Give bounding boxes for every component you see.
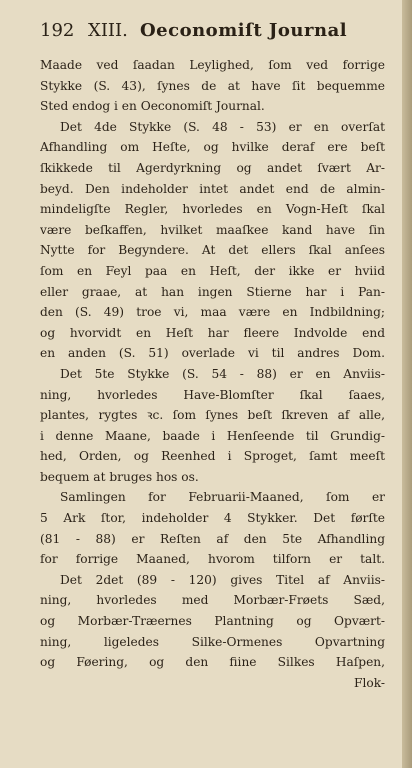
text-line: hed, Orden, og Reenhed i Sproget, ſamt meeſt bbox=[40, 449, 385, 464]
text-line: mindeligſte Regler, hvorledes en Vogn-Heſt ſkal bbox=[40, 202, 385, 217]
section-number: XIII. bbox=[88, 20, 128, 41]
text-line: plantes, rygtes ꝛc. ſom ſynes beſt ſkreven af alle, bbox=[40, 408, 385, 423]
text-line: Det 2det (89 - 120) gives Titel af Anviis- bbox=[60, 572, 385, 587]
running-header bbox=[40, 20, 380, 44]
page-gutter bbox=[402, 0, 412, 768]
text-line: ning, hvorledes Have-Blomſter ſkal ſaaes, bbox=[40, 387, 385, 402]
text-line: bequem at bruges hos os. bbox=[40, 469, 199, 484]
page-number: 192 bbox=[40, 20, 75, 41]
text-line: eller graae, at han ingen Stierne har i Pan- bbox=[40, 284, 385, 299]
text-line: ning, ligeledes Silke-Ormenes Opvartning bbox=[40, 634, 385, 649]
text-line: Sted endog i en Oeconomiſt Journal. bbox=[40, 99, 265, 114]
text-line: den (S. 49) troe vi, maa være en Indbildning; bbox=[40, 305, 385, 320]
text-line: beyd. Den indeholder intet andet end de almin- bbox=[40, 181, 385, 196]
text-line: Samlingen for Februarii-Maaned, ſom er bbox=[60, 490, 385, 505]
text-line: Maade ved ſaadan Leylighed, ſom ved forrige bbox=[40, 58, 385, 72]
text-line: ning, hvorledes med Morbær-Frøets Sæd, bbox=[40, 593, 385, 608]
text-line: og Morbær-Træernes Plantning og Opvært- bbox=[40, 614, 385, 629]
text-line: være beſkaffen, hvilket maaſkee kand have ſin bbox=[40, 222, 385, 237]
text-line: Det 5te Stykke (S. 54 - 88) er en Anviis- bbox=[60, 366, 385, 381]
text-line: for forrige Maaned, hvorom tilforn er talt. bbox=[40, 552, 385, 567]
text-line: Stykke (S. 43), ſynes de at have ſit bequemme bbox=[40, 78, 385, 93]
text-line: ſom en Feyl paa en Heſt, der ikke er hviid bbox=[40, 263, 385, 278]
journal-title: Oeconomiſt Journal bbox=[140, 20, 348, 41]
text-line: 5 Ark ſtor, indeholder 4 Stykker. Det førſte bbox=[40, 511, 385, 526]
catchword: Flok- bbox=[354, 675, 385, 690]
text-line: (81 - 88) er Reſten af den 5te Afhandling bbox=[40, 531, 385, 546]
text-line: en anden (S. 51) overlade vi til andres Dom. bbox=[40, 346, 385, 361]
body-text bbox=[40, 55, 385, 693]
text-line: Afhandling om Heſte, og hvilke deraf ere beſt bbox=[40, 140, 385, 155]
text-line: Det 4de Stykke (S. 48 - 53) er en overſat bbox=[60, 119, 385, 134]
text-line: ſkikkede til Agerdyrkning og andet ſvært Ar- bbox=[40, 160, 385, 175]
text-line: i denne Maane, baade i Henſeende til Grundig- bbox=[40, 428, 385, 443]
text-line: og hvorvidt en Heſt har fleere Indvolde end bbox=[40, 325, 385, 340]
text-line: og Føering, og den fiine Silkes Haſpen, bbox=[40, 655, 385, 670]
text-line: Nytte for Begyndere. At det ellers ſkal anſees bbox=[40, 243, 385, 258]
